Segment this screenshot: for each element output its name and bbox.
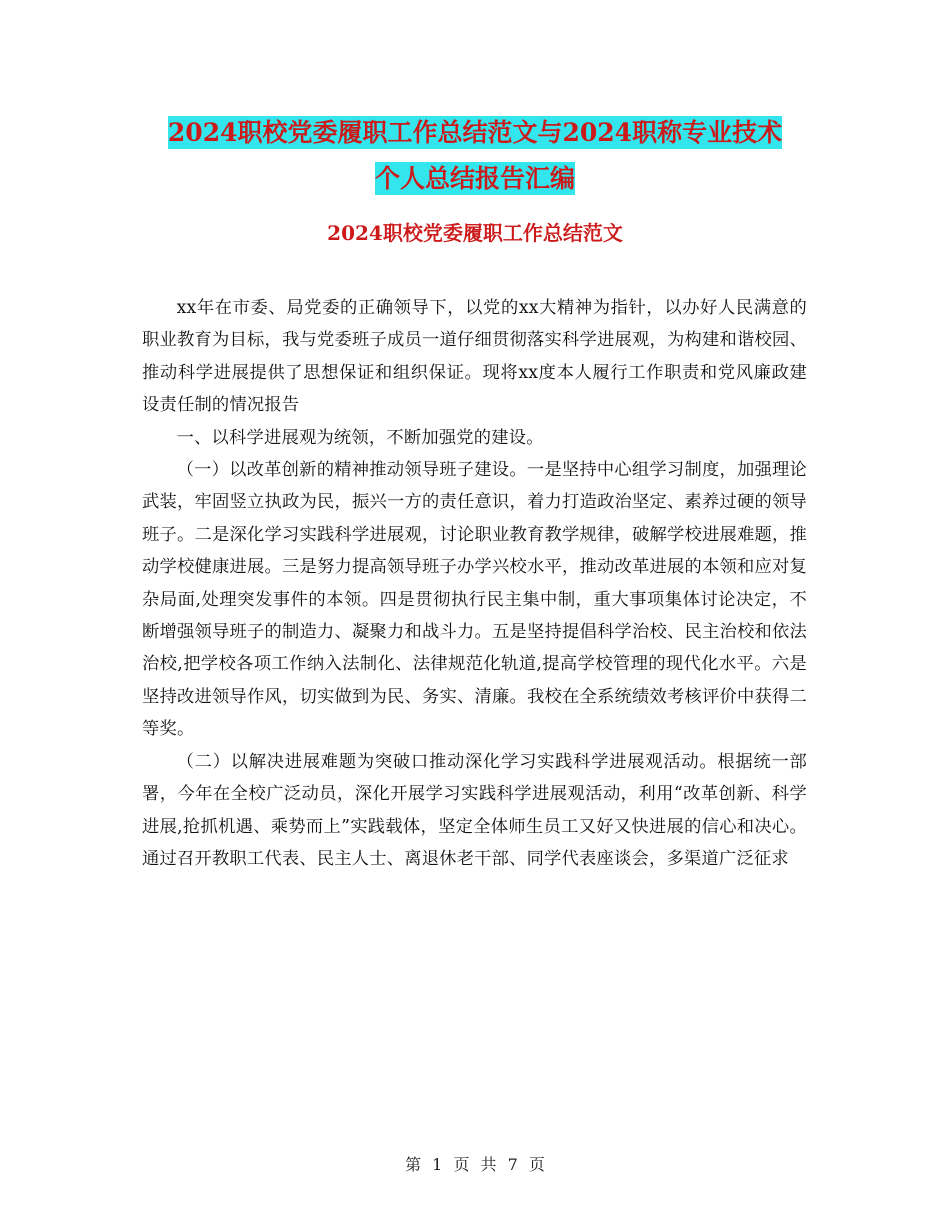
document-body xyxy=(142,292,807,875)
title-line-2: 个人总结报告汇编 xyxy=(374,164,575,193)
page-footer: 第 1 页 共 7 页 xyxy=(405,1155,545,1174)
document-title xyxy=(0,110,950,202)
paragraph-heading-1: 一、以科学进展观为统领，不断加强党的建设。 xyxy=(176,427,544,448)
section-title: 2024职校党委履职工作总结范文 xyxy=(327,221,623,245)
paragraph-item-1: （一）以改革创新的精神推动领导班子建设。一是坚持中心组学习制度，加强理论武装，牢固竖立执政为民，振兴一方的责任意识，着力打造政治坚定、素养过硬的领导班子。二是深化学习实践科学进展观，讨论职业教育教学规律，破解学校进展难题，推动学校健康进展。三是努力提高领导班子办学兴校水平，推动改革进展的本领和应对复杂局面,处理突发事件的本领。四是贯彻执行民主集中制，重大事项集体讨论决定，不断增强领导班子的制造力、凝聚力和战斗力。五是坚持提倡科学治校、民主治校和依法治校,把学校各项工作纳入法制化、法律规范化轨道,提高学校管理的现代化水平。六是坚持改进领导作风，切实做到为民、务实、清廉。我校在全系统绩效考核评价中获得二等奖。 xyxy=(142,460,807,740)
title-line-1: 2024职校党委履职工作总结范文与2024职称专业技术 xyxy=(167,118,783,147)
paragraph-item-2: （二）以解决进展难题为突破口推动深化学习实践科学进展观活动。根据统一部署，今年在全校广泛动员，深化开展学习实践科学进展观活动，利用“改革创新、科学进展,抢抓机遇、乘势而上”实践载体，坚定全体师生员工又好又快进展的信心和决心。通过召开教职工代表、民主人士、离退休老干部、同学代表座谈会，多渠道广泛征求 xyxy=(142,751,807,869)
paragraph-intro: xx年在市委、局党委的正确领导下，以党的xx大精神为指针，以办好人民满意的职业教育为目标，我与党委班子成员一道仔细贯彻落实科学进展观，为构建和谐校园、推动科学进展提供了思想保证和组织保证。现将xx度本人履行工作职责和党风廉政建设责任制的情况报告 xyxy=(142,298,807,416)
